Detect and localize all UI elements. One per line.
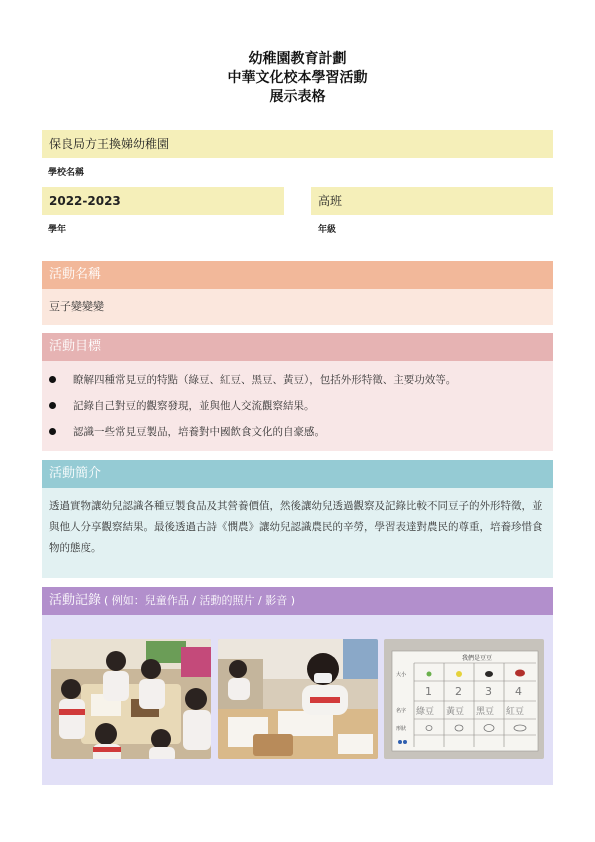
title-line-1: 幼稚園教育計劃 xyxy=(248,51,347,67)
activity-name-value: 豆子變變變 xyxy=(42,289,553,325)
worksheet-row-label: 大小 xyxy=(396,672,407,678)
record-heading-note: ( 例如：兒童作品 / 活動的照片 / 影音 ) xyxy=(104,594,295,607)
intro-heading: 活動簡介 xyxy=(42,460,553,488)
grade-label: 年級 xyxy=(318,225,337,235)
worksheet-bean-name: 黑豆 xyxy=(476,707,495,717)
worksheet-number: 2 xyxy=(455,685,462,698)
worksheet-number: 3 xyxy=(485,685,492,698)
bullet-icon xyxy=(49,376,56,383)
activity-name-heading: 活動名稱 xyxy=(42,261,553,289)
document-title xyxy=(0,50,595,107)
record-heading xyxy=(42,587,553,615)
worksheet-bean-name: 綠豆 xyxy=(416,707,435,717)
worksheet-number: 4 xyxy=(515,685,522,698)
list-item xyxy=(42,393,553,419)
list-item xyxy=(42,419,553,445)
objectives-heading: 活動目標 xyxy=(42,333,553,361)
record-heading-title: 活動記錄 xyxy=(49,593,102,608)
school-name-field: 保良局方王換娣幼稚園 xyxy=(42,130,553,158)
list-item xyxy=(42,367,553,393)
school-name-label: 學校名稱 xyxy=(48,168,85,178)
bean-observation-worksheet xyxy=(384,639,544,759)
worksheet-row-label: 名字 xyxy=(396,708,407,714)
objectives-body xyxy=(42,361,553,451)
worksheet-row-label: 形狀 xyxy=(396,726,407,732)
worksheet-title: 我們是豆豆 xyxy=(462,655,493,662)
objectives-list xyxy=(42,367,553,445)
title-line-3: 展示表格 xyxy=(269,89,326,105)
worksheet-bean-name: 黃豆 xyxy=(446,707,465,717)
bullet-icon xyxy=(49,402,56,409)
worksheet-bean-name: 紅豆 xyxy=(506,707,525,717)
objective-text: 記錄自己對豆的觀察發現，並與他人交流觀察結果。 xyxy=(73,400,315,412)
objective-text: 瞭解四種常見豆的特點（綠豆、紅豆、黑豆、黃豆），包括外形特徵、主要功效等。 xyxy=(73,374,457,386)
grade-field: 高班 xyxy=(311,187,553,215)
intro-text: 透過實物讓幼兒認識各種豆製食品及其營養價值，然後讓幼兒透過觀察及記錄比較不同豆子的外形特徵，並與他人分享觀察結果。最後透過古詩《憫農》讓幼兒認識農民的辛勞，學習表達對農民的尊重，培養珍惜食物的態度。 xyxy=(42,488,553,578)
objective-text: 認識一些常見豆製品，培養對中國飲食文化的自豪感。 xyxy=(73,426,325,438)
school-year-label: 學年 xyxy=(48,225,67,235)
worksheet-number: 1 xyxy=(425,685,432,698)
school-year-field: 2022-2023 xyxy=(42,187,284,215)
class-activity-photo xyxy=(51,639,211,759)
child-drawing-photo xyxy=(218,639,378,759)
title-line-2: 中華文化校本學習活動 xyxy=(227,70,368,86)
bullet-icon xyxy=(49,428,56,435)
